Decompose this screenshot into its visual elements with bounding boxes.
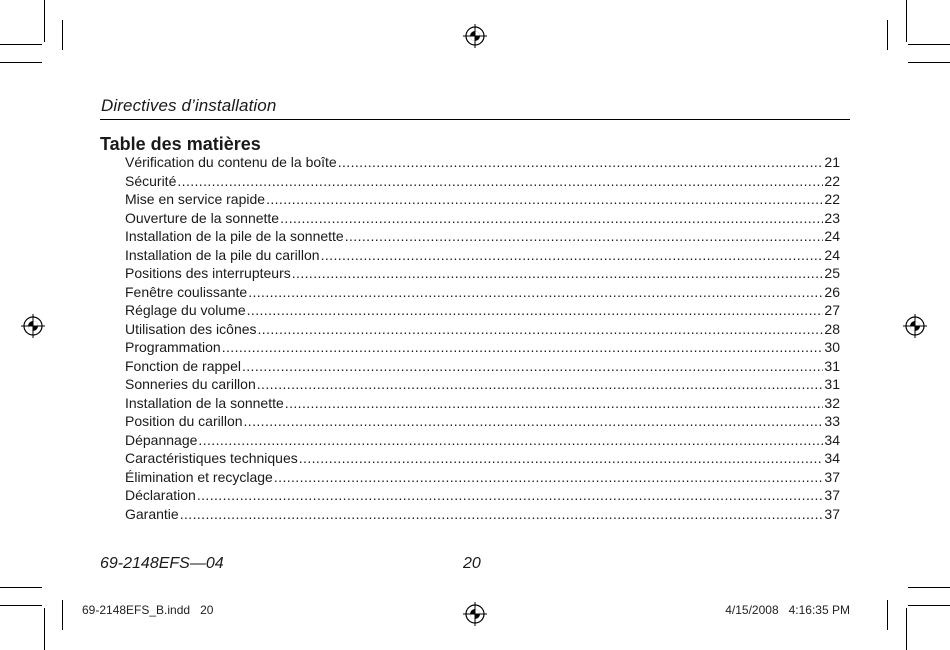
toc-entry-label: Installation de la pile du carillon [125, 246, 320, 263]
toc-entry-page: 22 [824, 172, 840, 189]
toc-entry-page: 27 [824, 302, 840, 318]
toc-entry-page: 26 [824, 283, 840, 300]
dot-leader [222, 338, 824, 357]
crop-mark [0, 44, 42, 45]
toc-entry-label: Fenêtre coulissante [125, 283, 248, 300]
toc-entry-page: 25 [824, 265, 840, 281]
toc-entry-page: 23 [824, 209, 840, 226]
document-number: 69-2148EFS—04 [100, 555, 224, 572]
crop-mark [0, 587, 42, 588]
toc-entry[interactable] [125, 357, 840, 376]
toc-entry-page: 31 [824, 357, 840, 374]
dot-leader [292, 264, 824, 283]
crop-mark [0, 62, 42, 63]
toc-entry-label: Réglage du volume [125, 302, 246, 318]
crop-mark [887, 600, 888, 630]
toc-entry-label: Mise en service rapide [125, 191, 266, 207]
toc-entry-label: Position du carillon [125, 413, 243, 429]
toc-entry-label: Installation de la sonnette [125, 394, 284, 411]
toc-entry-label: Caractéristiques techniques [125, 450, 298, 466]
dot-leader [244, 412, 824, 431]
crop-mark [908, 605, 950, 606]
toc-entry-page: 34 [824, 450, 840, 466]
registration-target-icon [463, 602, 487, 626]
toc-entry-label: Installation de la pile de la sonnette [125, 228, 344, 244]
crop-mark [908, 62, 950, 63]
crop-mark [62, 20, 63, 50]
registration-target-icon [903, 314, 927, 338]
toc-entry-page: 37 [824, 468, 840, 485]
toc-entry-label: Positions des interrupteurs [125, 265, 291, 281]
toc-entry[interactable] [125, 283, 840, 302]
toc-entry-page: 30 [824, 339, 840, 355]
toc-entry-label: Déclaration [125, 487, 196, 503]
toc-entry-label: Fonction de rappel [125, 357, 241, 374]
crop-mark [44, 608, 45, 650]
toc-entry-label: Dépannage [125, 431, 198, 448]
toc-entry-label: Programmation [125, 339, 221, 355]
toc-entry[interactable] [125, 301, 840, 320]
crop-mark [887, 20, 888, 50]
section-header: Directives d’installation [101, 96, 277, 115]
toc-list [125, 153, 840, 523]
dot-leader [266, 190, 823, 209]
toc-entry[interactable] [125, 338, 840, 357]
dot-leader [338, 153, 824, 172]
toc-entry[interactable] [125, 320, 840, 339]
crop-mark [906, 608, 907, 650]
toc-entry[interactable] [125, 449, 840, 468]
registration-target-icon [463, 24, 487, 48]
toc-entry-label: Sécurité [125, 172, 177, 189]
crop-mark [908, 587, 950, 588]
dot-leader [345, 227, 824, 246]
toc-heading: Table des matières [100, 134, 261, 154]
toc-entry-page: 37 [824, 487, 840, 503]
page-number: 20 [463, 555, 481, 572]
toc-entry[interactable] [125, 394, 840, 413]
slug-timestamp: 4/15/2008 4:16:35 PM [725, 603, 850, 617]
dot-leader [197, 486, 824, 505]
header-divider [100, 119, 850, 120]
dot-leader [242, 357, 823, 376]
toc-entry-page: 22 [824, 191, 840, 207]
toc-entry-label: Élimination et recyclage [125, 468, 273, 485]
toc-entry-page: 31 [824, 376, 840, 392]
registration-target-icon [21, 314, 45, 338]
toc-entry-label: Utilisation des icônes [125, 320, 257, 337]
toc-entry-page: 33 [824, 413, 840, 429]
crop-mark [62, 600, 63, 630]
toc-entry-label: Garantie [125, 505, 179, 522]
toc-entry[interactable] [125, 505, 840, 524]
dot-leader [177, 172, 823, 191]
dot-leader [198, 431, 823, 450]
toc-entry-page: 34 [824, 431, 840, 448]
crop-mark [908, 44, 950, 45]
toc-entry[interactable] [125, 190, 840, 209]
crop-mark [44, 0, 45, 42]
dot-leader [180, 505, 824, 524]
toc-entry[interactable] [125, 468, 840, 487]
crop-mark [906, 0, 907, 42]
toc-entry-page: 32 [824, 394, 840, 411]
dot-leader [248, 283, 823, 302]
toc-entry[interactable] [125, 153, 840, 172]
toc-entry[interactable] [125, 486, 840, 505]
dot-leader [299, 449, 824, 468]
toc-entry-label: Vérification du contenu de la boîte [125, 154, 337, 170]
toc-entry[interactable] [125, 375, 840, 394]
toc-entry[interactable] [125, 412, 840, 431]
toc-entry-page: 37 [824, 505, 840, 522]
dot-leader [280, 209, 823, 228]
toc-entry-page: 24 [824, 228, 840, 244]
dot-leader [274, 468, 824, 487]
toc-entry-page: 28 [824, 320, 840, 337]
toc-entry[interactable] [125, 209, 840, 228]
dot-leader [285, 394, 824, 413]
slug-filename: 69-2148EFS_B.indd 20 [82, 603, 214, 617]
toc-entry-label: Sonneries du carillon [125, 376, 256, 392]
toc-entry[interactable] [125, 264, 840, 283]
toc-entry-page: 21 [824, 154, 840, 170]
dot-leader [247, 301, 824, 320]
toc-entry[interactable] [125, 246, 840, 265]
dot-leader [321, 246, 824, 265]
toc-entry[interactable] [125, 172, 840, 191]
dot-leader [257, 375, 824, 394]
dot-leader [258, 320, 824, 339]
toc-entry-label: Ouverture de la sonnette [125, 209, 280, 226]
toc-entry-page: 24 [824, 246, 840, 263]
crop-mark [0, 605, 42, 606]
toc-entry[interactable] [125, 227, 840, 246]
toc-entry[interactable] [125, 431, 840, 450]
